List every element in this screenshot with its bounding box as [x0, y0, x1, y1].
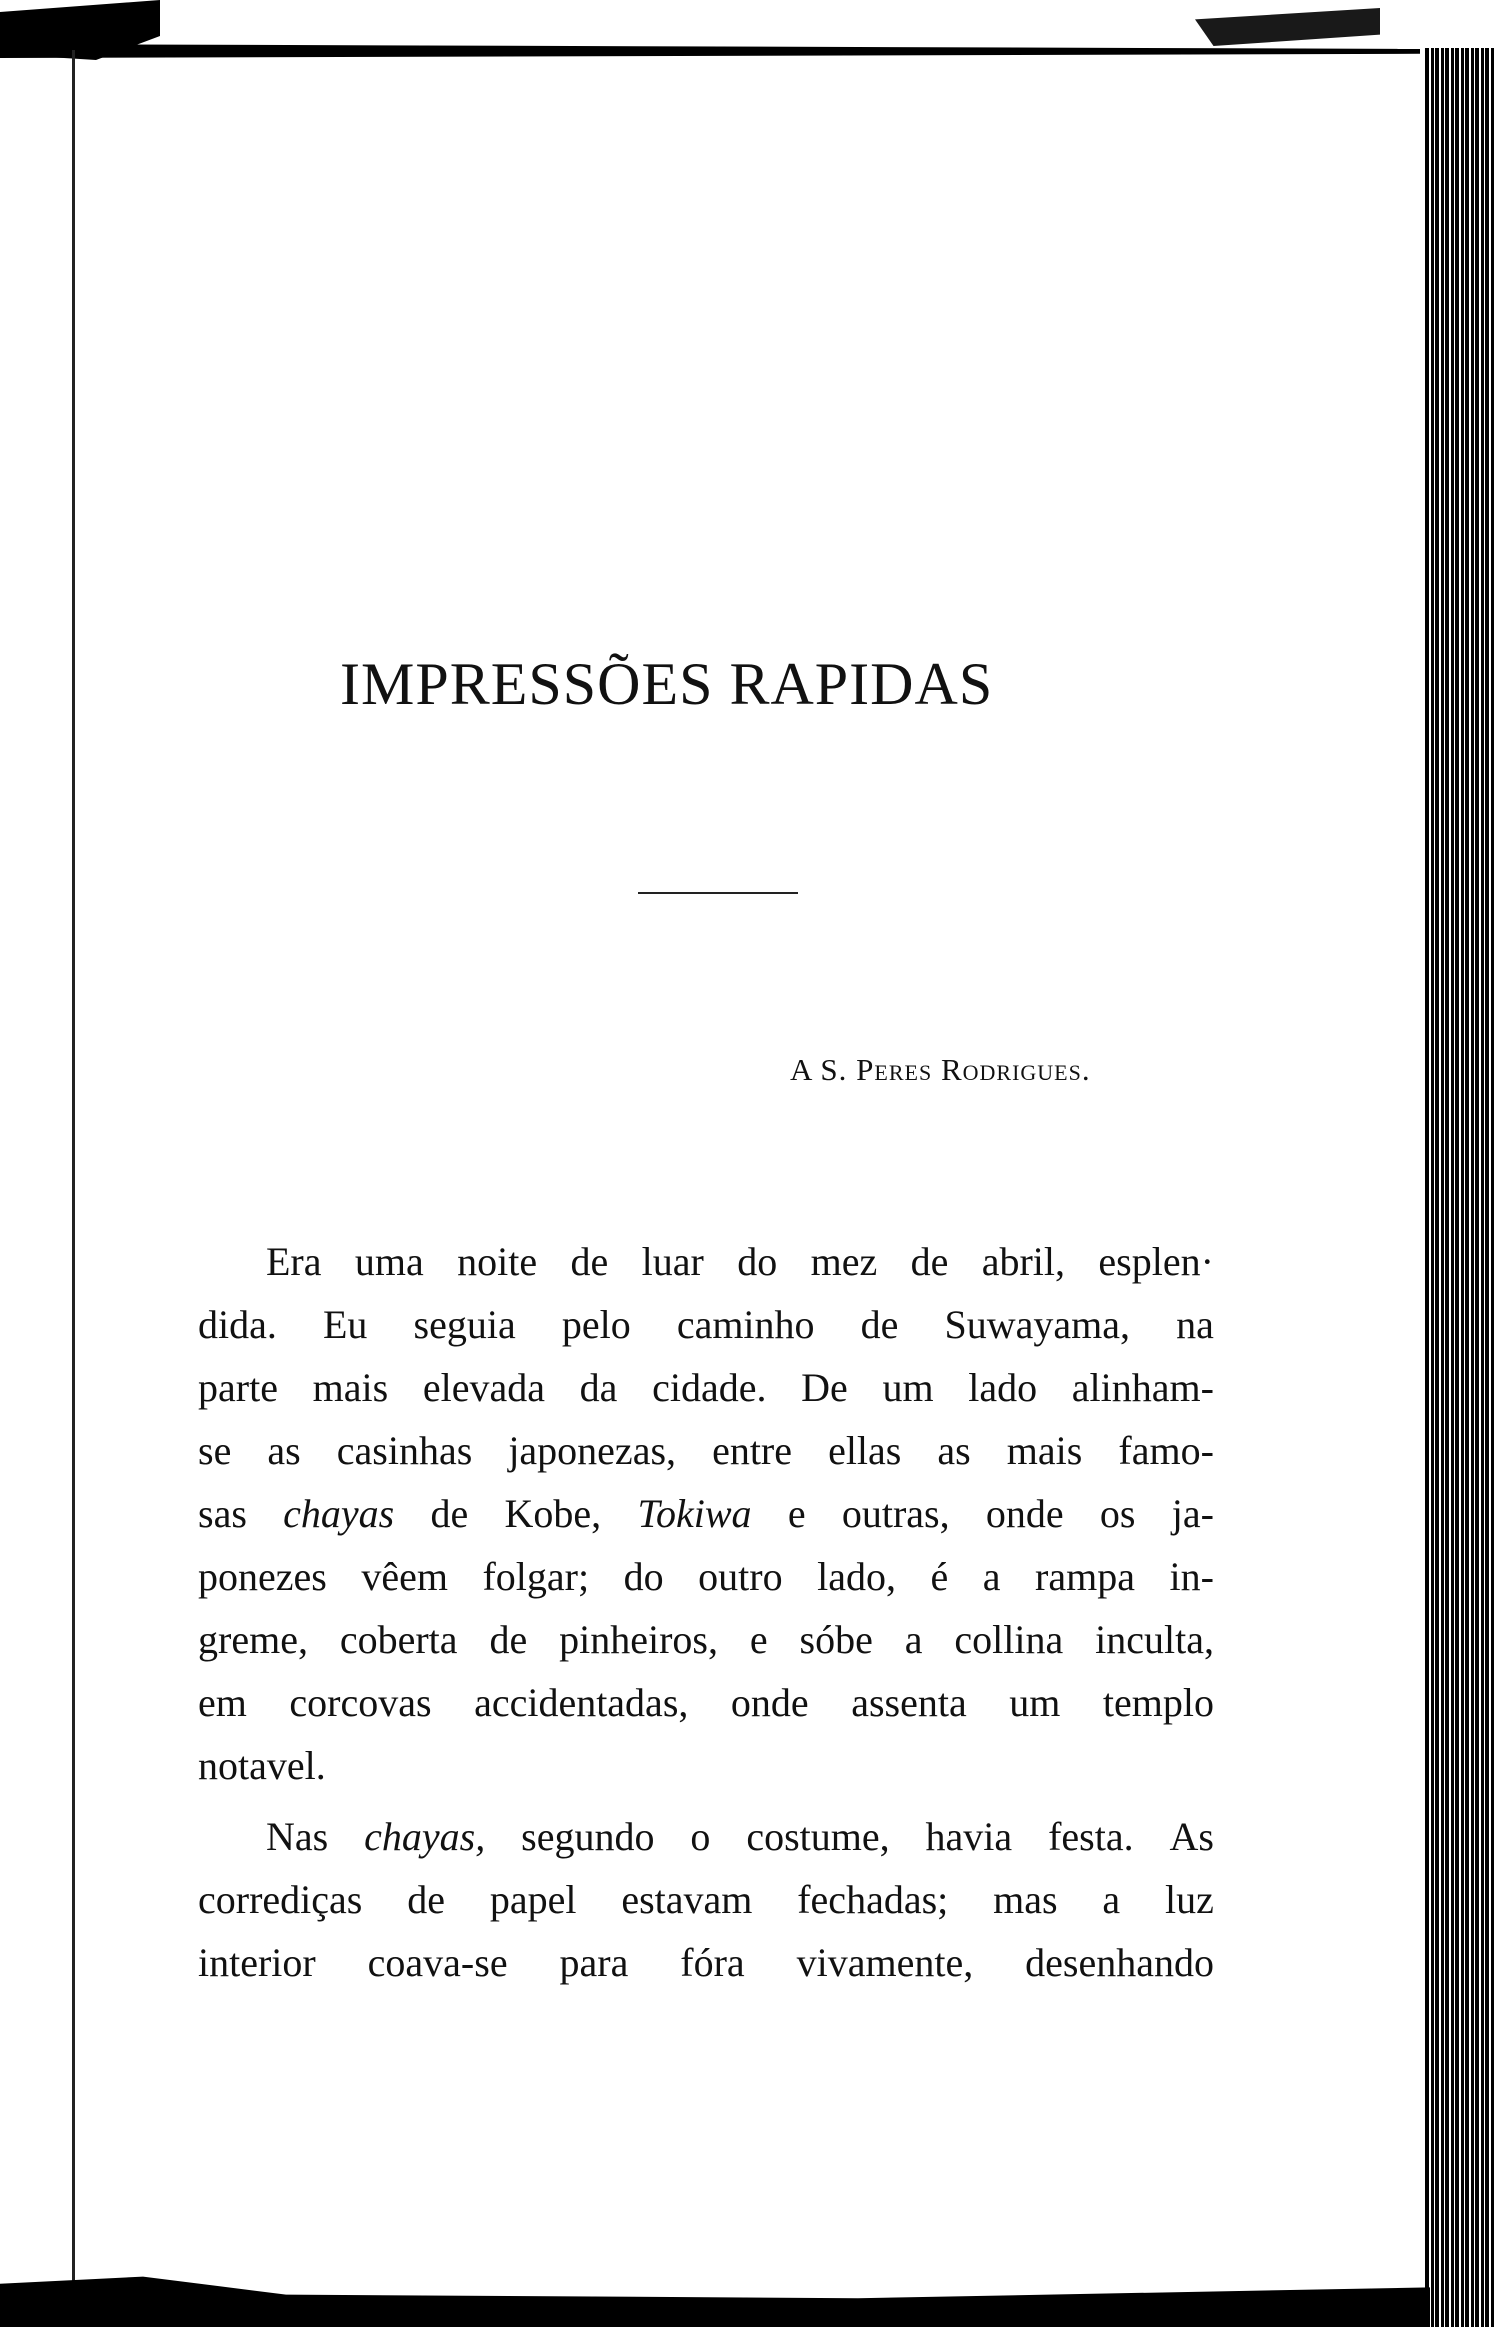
text-line: parte mais elevada da cidade. De um lado alinham-	[198, 1365, 1214, 1410]
scan-artifact-left-edge	[72, 50, 75, 2300]
dedication: A S. Peres Rodrigues.	[790, 1052, 1091, 1087]
text-line: ponezes vêem folgar; do outro lado, é a rampa in-	[198, 1554, 1214, 1599]
chapter-title: IMPRESSÕES RAPIDAS	[340, 651, 994, 717]
title-divider	[638, 892, 798, 894]
scan-artifact-page-stack-edge	[1425, 48, 1494, 2327]
scan-artifact-top-right	[1195, 8, 1380, 46]
text-line: Era uma noite de luar do mez de abril, esplen·	[266, 1239, 1214, 1284]
text-line: em corcovas accidentadas, onde assenta um templo	[198, 1680, 1214, 1725]
body-text	[198, 1230, 1214, 1994]
text-line: Nas chayas, segundo o costume, havia festa. As	[266, 1814, 1214, 1859]
text-line: corrediças de papel estavam fechadas; mas a luz	[198, 1877, 1214, 1922]
text-line: interior coava-se para fóra vivamente, desenhando	[198, 1940, 1214, 1985]
text-line: greme, coberta de pinheiros, e sóbe a collina inculta,	[198, 1617, 1214, 1662]
scan-artifact-bottom-edge	[0, 2255, 1430, 2327]
text-line: notavel.	[198, 1743, 326, 1788]
text-line: sas chayas de Kobe, Tokiwa e outras, onde os ja-	[198, 1491, 1214, 1536]
text-line: dida. Eu seguia pelo caminho de Suwayama, na	[198, 1302, 1214, 1347]
text-line: se as casinhas japonezas, entre ellas as mais famo-	[198, 1428, 1214, 1473]
scan-artifact-top-edge	[0, 44, 1420, 58]
